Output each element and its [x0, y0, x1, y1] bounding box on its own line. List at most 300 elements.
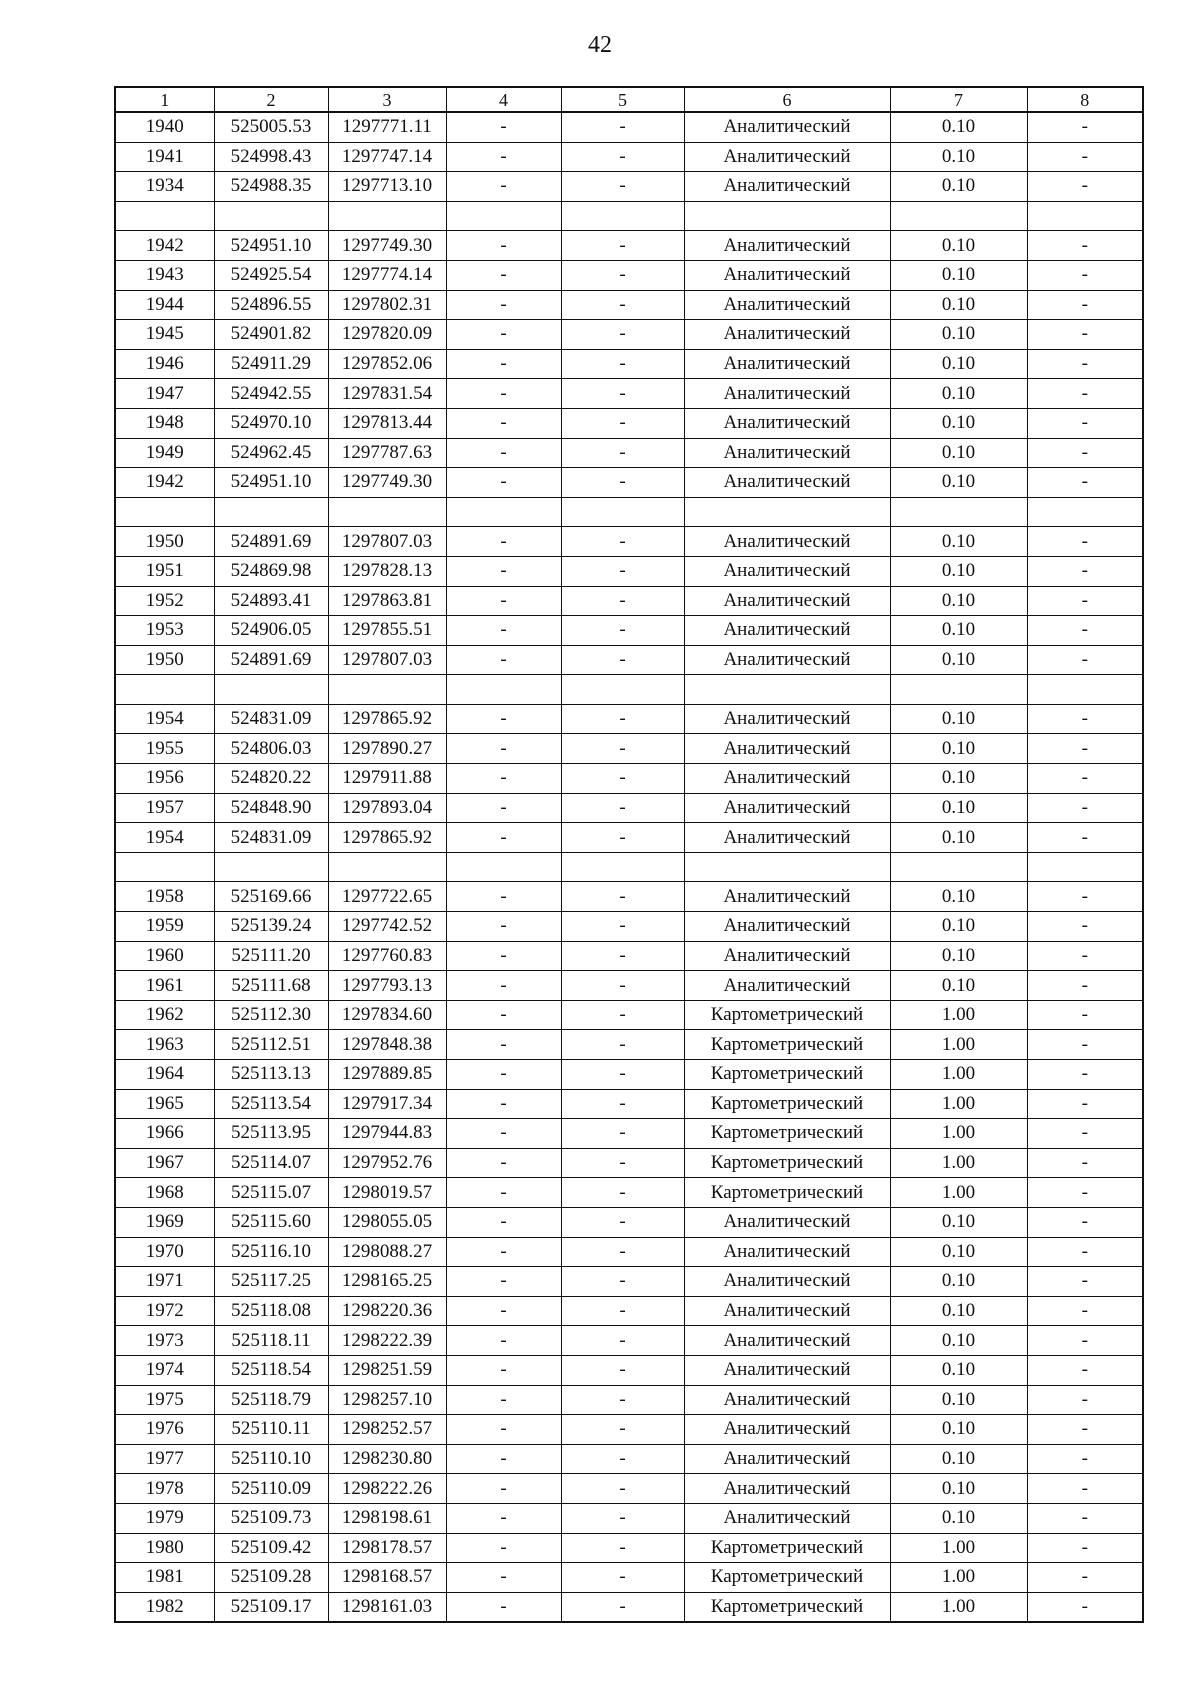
table-cell: - — [446, 912, 561, 942]
table-cell: Аналитический — [684, 1207, 890, 1237]
table-cell: - — [561, 260, 684, 290]
table-cell: - — [1027, 764, 1143, 794]
table-cell: 0.10 — [890, 882, 1027, 912]
table-cell: 524906.05 — [214, 616, 328, 646]
table-cell — [214, 201, 328, 231]
table-row — [115, 675, 1143, 705]
table-cell: - — [561, 1326, 684, 1356]
table-cell: 1297893.04 — [328, 793, 446, 823]
table-cell: - — [446, 1237, 561, 1267]
table-cell: - — [561, 1119, 684, 1149]
table-cell: 525113.54 — [214, 1089, 328, 1119]
table-cell — [890, 675, 1027, 705]
table-cell: 524911.29 — [214, 349, 328, 379]
table-cell: 524891.69 — [214, 645, 328, 675]
table-cell: - — [561, 290, 684, 320]
table-cell: - — [561, 1296, 684, 1326]
table-cell: Картометрический — [684, 1148, 890, 1178]
table-cell: 0.10 — [890, 408, 1027, 438]
table-cell — [1027, 852, 1143, 882]
table-cell: - — [1027, 1326, 1143, 1356]
table-cell: 0.10 — [890, 971, 1027, 1001]
table-cell — [890, 497, 1027, 527]
table-cell — [328, 201, 446, 231]
table-cell: - — [1027, 793, 1143, 823]
table-cell: Картометрический — [684, 1178, 890, 1208]
table-cell: - — [561, 556, 684, 586]
table-cell: - — [446, 645, 561, 675]
table-cell: 1942 — [115, 468, 214, 498]
table-cell: 0.10 — [890, 1474, 1027, 1504]
table-cell — [890, 852, 1027, 882]
table-row — [115, 645, 1143, 675]
table-cell: - — [446, 1444, 561, 1474]
table-cell: 1978 — [115, 1474, 214, 1504]
table-cell: 0.10 — [890, 527, 1027, 557]
table-cell: 1976 — [115, 1415, 214, 1445]
table-cell: - — [1027, 1296, 1143, 1326]
table-cell: 525110.10 — [214, 1444, 328, 1474]
table-cell: 1298230.80 — [328, 1444, 446, 1474]
table-cell: Аналитический — [684, 882, 890, 912]
table-cell — [1027, 201, 1143, 231]
table-cell: 1972 — [115, 1296, 214, 1326]
table-cell: 1977 — [115, 1444, 214, 1474]
table-cell: 524891.69 — [214, 527, 328, 557]
table-cell: 1974 — [115, 1355, 214, 1385]
table-cell: Аналитический — [684, 231, 890, 261]
table-cell: 524951.10 — [214, 468, 328, 498]
table-cell: Аналитический — [684, 438, 890, 468]
table-cell: Аналитический — [684, 586, 890, 616]
table-cell: 1297848.38 — [328, 1030, 446, 1060]
table-cell: 1297865.92 — [328, 823, 446, 853]
table-cell: - — [1027, 1355, 1143, 1385]
table-cell: 1297742.52 — [328, 912, 446, 942]
table-row — [115, 112, 1143, 142]
table-cell: 525111.68 — [214, 971, 328, 1001]
column-header: 3 — [328, 87, 446, 112]
table-cell: - — [561, 764, 684, 794]
table-cell: 0.10 — [890, 645, 1027, 675]
table-cell: - — [446, 1563, 561, 1593]
table-cell: - — [446, 1060, 561, 1090]
table-cell: - — [561, 1089, 684, 1119]
table-cell — [561, 201, 684, 231]
table-cell: Картометрический — [684, 1592, 890, 1622]
table-cell: 0.10 — [890, 231, 1027, 261]
table-cell: Аналитический — [684, 142, 890, 172]
table-cell: - — [446, 1326, 561, 1356]
table-cell: - — [1027, 616, 1143, 646]
table-row — [115, 1444, 1143, 1474]
table-cell — [214, 497, 328, 527]
table-cell: 524806.03 — [214, 734, 328, 764]
table-row — [115, 734, 1143, 764]
table-row — [115, 438, 1143, 468]
table-cell: 1297855.51 — [328, 616, 446, 646]
table-cell: 1298019.57 — [328, 1178, 446, 1208]
column-header: 6 — [684, 87, 890, 112]
table-cell: - — [1027, 1237, 1143, 1267]
table-cell: 1297828.13 — [328, 556, 446, 586]
table-cell: 1.00 — [890, 1000, 1027, 1030]
table-cell: 1297952.76 — [328, 1148, 446, 1178]
table-cell: 1.00 — [890, 1119, 1027, 1149]
table-cell: 1297865.92 — [328, 704, 446, 734]
table-cell: 1966 — [115, 1119, 214, 1149]
table-cell: Аналитический — [684, 260, 890, 290]
table-row — [115, 912, 1143, 942]
table-cell: - — [561, 320, 684, 350]
table-cell: - — [561, 1178, 684, 1208]
table-cell: - — [561, 1207, 684, 1237]
table-cell: 1297834.60 — [328, 1000, 446, 1030]
table-cell: 1957 — [115, 793, 214, 823]
table-cell: - — [561, 704, 684, 734]
table-cell: - — [561, 1385, 684, 1415]
table-row — [115, 1267, 1143, 1297]
table-cell: - — [1027, 260, 1143, 290]
table-cell: - — [561, 468, 684, 498]
table-cell: - — [1027, 645, 1143, 675]
table-cell: Аналитический — [684, 793, 890, 823]
table-cell: - — [1027, 231, 1143, 261]
table-cell: 1297807.03 — [328, 527, 446, 557]
table-cell: - — [561, 586, 684, 616]
table-cell: 1297793.13 — [328, 971, 446, 1001]
table-cell: - — [561, 231, 684, 261]
table-row — [115, 497, 1143, 527]
table-cell: 524942.55 — [214, 379, 328, 409]
table-cell: - — [1027, 1415, 1143, 1445]
table-cell: 525113.95 — [214, 1119, 328, 1149]
table-cell: 525118.08 — [214, 1296, 328, 1326]
table-cell: 1298055.05 — [328, 1207, 446, 1237]
table-cell: 1298198.61 — [328, 1503, 446, 1533]
table-row — [115, 1178, 1143, 1208]
table-cell — [890, 201, 1027, 231]
table-cell: - — [446, 349, 561, 379]
table-cell: 0.10 — [890, 1267, 1027, 1297]
table-cell: 1297771.11 — [328, 112, 446, 142]
column-header: 7 — [890, 87, 1027, 112]
table-row — [115, 1060, 1143, 1090]
table-cell: Аналитический — [684, 1355, 890, 1385]
table-cell: - — [561, 379, 684, 409]
table-cell: 0.10 — [890, 1296, 1027, 1326]
table-cell: Аналитический — [684, 941, 890, 971]
table-cell: - — [446, 1355, 561, 1385]
table-cell: - — [1027, 1000, 1143, 1030]
table-cell: - — [561, 1355, 684, 1385]
table-cell — [115, 201, 214, 231]
table-cell — [1027, 675, 1143, 705]
table-cell: 0.10 — [890, 290, 1027, 320]
table-row — [115, 793, 1143, 823]
table-cell: 525139.24 — [214, 912, 328, 942]
table-cell: - — [1027, 1503, 1143, 1533]
table-cell: 524831.09 — [214, 823, 328, 853]
table-cell: 0.10 — [890, 1415, 1027, 1445]
table-cell: Аналитический — [684, 1415, 890, 1445]
table-cell: Аналитический — [684, 527, 890, 557]
table-cell: - — [561, 1030, 684, 1060]
table-cell: 1969 — [115, 1207, 214, 1237]
table-cell: Аналитический — [684, 645, 890, 675]
table-cell: 1971 — [115, 1267, 214, 1297]
table-cell: - — [446, 586, 561, 616]
table-cell: - — [561, 1237, 684, 1267]
table-cell: Картометрический — [684, 1533, 890, 1563]
table-row — [115, 260, 1143, 290]
table-cell: 1298168.57 — [328, 1563, 446, 1593]
table-row — [115, 1474, 1143, 1504]
table-cell: 1297831.54 — [328, 379, 446, 409]
table-cell: 1297807.03 — [328, 645, 446, 675]
table-cell: - — [561, 408, 684, 438]
table-cell: - — [446, 1178, 561, 1208]
table-cell: 1946 — [115, 349, 214, 379]
table-cell: - — [446, 734, 561, 764]
table-cell: 524951.10 — [214, 231, 328, 261]
table-cell: Аналитический — [684, 349, 890, 379]
table-cell: 1297747.14 — [328, 142, 446, 172]
column-header: 4 — [446, 87, 561, 112]
table-row — [115, 1592, 1143, 1622]
table-cell: 525005.53 — [214, 112, 328, 142]
table-cell — [115, 497, 214, 527]
table-cell: 1964 — [115, 1060, 214, 1090]
table-cell: Картометрический — [684, 1563, 890, 1593]
table-row — [115, 556, 1143, 586]
table-cell: Аналитический — [684, 172, 890, 202]
table-cell: 525110.09 — [214, 1474, 328, 1504]
table-cell: Аналитический — [684, 112, 890, 142]
table-cell: 1956 — [115, 764, 214, 794]
table-cell: 0.10 — [890, 764, 1027, 794]
table-cell: 1967 — [115, 1148, 214, 1178]
table-cell: 1944 — [115, 290, 214, 320]
table-cell: - — [1027, 1119, 1143, 1149]
table-cell: 0.10 — [890, 586, 1027, 616]
table-cell — [328, 675, 446, 705]
table-cell: 524893.41 — [214, 586, 328, 616]
table-cell: 1942 — [115, 231, 214, 261]
table-cell: 0.10 — [890, 793, 1027, 823]
table-cell: 1297820.09 — [328, 320, 446, 350]
table-cell: - — [1027, 408, 1143, 438]
table-cell: 0.10 — [890, 379, 1027, 409]
table-cell: - — [446, 1533, 561, 1563]
table-row — [115, 1207, 1143, 1237]
table-cell — [328, 497, 446, 527]
table-cell: - — [561, 349, 684, 379]
table-cell — [446, 852, 561, 882]
table-cell: - — [1027, 912, 1143, 942]
table-cell: - — [446, 142, 561, 172]
table-cell: 1297813.44 — [328, 408, 446, 438]
table-cell: - — [561, 1267, 684, 1297]
table-cell: - — [561, 172, 684, 202]
table-cell: 524869.98 — [214, 556, 328, 586]
table-cell: 1297722.65 — [328, 882, 446, 912]
table-cell: Аналитический — [684, 616, 890, 646]
table-cell: - — [446, 556, 561, 586]
table-cell: - — [1027, 172, 1143, 202]
table-row — [115, 1563, 1143, 1593]
table-row — [115, 1326, 1143, 1356]
table-cell: 1934 — [115, 172, 214, 202]
table-cell — [684, 497, 890, 527]
table-cell: 1.00 — [890, 1592, 1027, 1622]
table-cell: - — [446, 260, 561, 290]
table-cell: 0.10 — [890, 823, 1027, 853]
table-cell: - — [561, 1415, 684, 1445]
table-cell: 1947 — [115, 379, 214, 409]
table-cell: 525109.17 — [214, 1592, 328, 1622]
table-cell: 1943 — [115, 260, 214, 290]
table-cell: 1298220.36 — [328, 1296, 446, 1326]
table-cell: 0.10 — [890, 556, 1027, 586]
table-row — [115, 1119, 1143, 1149]
table-cell: 525116.10 — [214, 1237, 328, 1267]
table-cell: 1954 — [115, 823, 214, 853]
table-row — [115, 1089, 1143, 1119]
table-cell: 0.10 — [890, 704, 1027, 734]
table-row — [115, 1000, 1143, 1030]
table-cell: 0.10 — [890, 260, 1027, 290]
table-cell: - — [561, 793, 684, 823]
table-cell: - — [561, 971, 684, 1001]
table-cell — [214, 675, 328, 705]
table-cell: 525109.73 — [214, 1503, 328, 1533]
table-cell: 1298088.27 — [328, 1237, 446, 1267]
coordinates-table — [114, 86, 1144, 1623]
table-cell: 1973 — [115, 1326, 214, 1356]
table-row — [115, 971, 1143, 1001]
table-cell: 1297749.30 — [328, 468, 446, 498]
table-cell: 1963 — [115, 1030, 214, 1060]
table-cell: 1954 — [115, 704, 214, 734]
table-cell: - — [446, 379, 561, 409]
table-cell: - — [446, 172, 561, 202]
table-cell — [328, 852, 446, 882]
table-cell: - — [446, 290, 561, 320]
table-cell — [684, 852, 890, 882]
table-cell: - — [1027, 349, 1143, 379]
table-cell: Аналитический — [684, 1474, 890, 1504]
table-row — [115, 1385, 1143, 1415]
table-cell: 1962 — [115, 1000, 214, 1030]
table-cell: 0.10 — [890, 172, 1027, 202]
table-cell: 0.10 — [890, 734, 1027, 764]
table-cell: 1298222.26 — [328, 1474, 446, 1504]
table-cell: - — [1027, 823, 1143, 853]
table-cell: Аналитический — [684, 823, 890, 853]
table-cell: - — [446, 438, 561, 468]
table-cell: 1961 — [115, 971, 214, 1001]
table-cell: 1297713.10 — [328, 172, 446, 202]
table-cell: - — [1027, 468, 1143, 498]
table-cell: - — [1027, 1207, 1143, 1237]
table-cell: - — [446, 1148, 561, 1178]
table-cell: 1.00 — [890, 1533, 1027, 1563]
table-cell: - — [561, 1563, 684, 1593]
table-cell: - — [446, 616, 561, 646]
table-cell: - — [446, 1089, 561, 1119]
table-cell: Аналитический — [684, 1237, 890, 1267]
table-row — [115, 1533, 1143, 1563]
table-cell: 0.10 — [890, 1444, 1027, 1474]
table-cell: 1297852.06 — [328, 349, 446, 379]
table-cell: 1297863.81 — [328, 586, 446, 616]
table-row — [115, 379, 1143, 409]
table-cell: 0.10 — [890, 1326, 1027, 1356]
table-cell: Аналитический — [684, 1267, 890, 1297]
table-cell: - — [1027, 438, 1143, 468]
table-cell: - — [446, 1119, 561, 1149]
column-header: 5 — [561, 87, 684, 112]
table-row — [115, 882, 1143, 912]
table-cell: - — [1027, 1089, 1143, 1119]
table-cell: 1.00 — [890, 1089, 1027, 1119]
table-cell: - — [561, 616, 684, 646]
table-cell: - — [1027, 734, 1143, 764]
table-cell: 525114.07 — [214, 1148, 328, 1178]
table-cell — [684, 201, 890, 231]
table-cell: - — [446, 1000, 561, 1030]
table-cell: 0.10 — [890, 1385, 1027, 1415]
table-cell: - — [446, 320, 561, 350]
table-row — [115, 1237, 1143, 1267]
table-cell: 1953 — [115, 616, 214, 646]
table-cell: 524820.22 — [214, 764, 328, 794]
table-cell: 1982 — [115, 1592, 214, 1622]
table-cell: 1.00 — [890, 1563, 1027, 1593]
table-cell: - — [1027, 1030, 1143, 1060]
table-cell: 1950 — [115, 527, 214, 557]
table-cell: Аналитический — [684, 1444, 890, 1474]
table-cell: - — [1027, 1060, 1143, 1090]
table-cell: - — [446, 793, 561, 823]
table-cell: 525110.11 — [214, 1415, 328, 1445]
table-cell: 1950 — [115, 645, 214, 675]
table-cell: 525118.79 — [214, 1385, 328, 1415]
table-cell — [561, 675, 684, 705]
table-cell: - — [561, 734, 684, 764]
table-cell: 524901.82 — [214, 320, 328, 350]
table-cell — [115, 852, 214, 882]
table-cell: 524988.35 — [214, 172, 328, 202]
table-cell: 1298178.57 — [328, 1533, 446, 1563]
table-cell: - — [1027, 290, 1143, 320]
table-cell: 1297760.83 — [328, 941, 446, 971]
table-cell: - — [446, 408, 561, 438]
table-cell: 524962.45 — [214, 438, 328, 468]
page-number: 42 — [588, 32, 612, 58]
table-cell: Аналитический — [684, 468, 890, 498]
table-cell: - — [1027, 1444, 1143, 1474]
table-cell: 1297917.34 — [328, 1089, 446, 1119]
table-cell: 0.10 — [890, 912, 1027, 942]
table-cell: 1297749.30 — [328, 231, 446, 261]
table-cell: - — [446, 527, 561, 557]
table-cell: - — [561, 1533, 684, 1563]
table-cell: - — [1027, 1148, 1143, 1178]
table-cell: 1297889.85 — [328, 1060, 446, 1090]
table-cell: 1297802.31 — [328, 290, 446, 320]
